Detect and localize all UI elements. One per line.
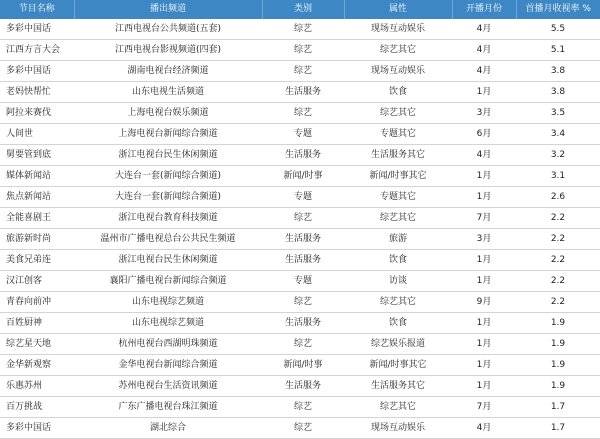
cell-category: 综艺 — [262, 292, 344, 313]
cell-premiere-rating: 5.5 — [516, 19, 600, 40]
cell-channel: 山东电视生活频道 — [74, 82, 262, 103]
cell-program-name: 百姓厨神 — [0, 313, 74, 334]
cell-category: 生活服务 — [262, 250, 344, 271]
table-row[interactable] — [0, 355, 600, 376]
cell-channel: 山东电视综艺频道 — [74, 292, 262, 313]
cell-launch-month: 1月 — [452, 250, 516, 271]
cell-category: 生活服务 — [262, 376, 344, 397]
cell-premiere-rating: 3.4 — [516, 124, 600, 145]
cell-category: 专题 — [262, 271, 344, 292]
cell-program-name: 美食兄弟连 — [0, 250, 74, 271]
cell-program-name: 多彩中国话 — [0, 61, 74, 82]
cell-channel: 襄阳广播电视台新闻综合频道 — [74, 271, 262, 292]
cell-launch-month: 3月 — [452, 229, 516, 250]
table-row[interactable] — [0, 208, 600, 229]
cell-category: 综艺 — [262, 61, 344, 82]
cell-premiere-rating: 1.9 — [516, 376, 600, 397]
cell-attribute: 新闻/时事其它 — [344, 355, 452, 376]
cell-channel: 浙江电视台教育科技频道 — [74, 208, 262, 229]
cell-channel: 湖北综合 — [74, 418, 262, 439]
cell-premiere-rating: 1.9 — [516, 355, 600, 376]
header-attribute[interactable]: 属性 — [344, 0, 452, 19]
table-body — [0, 19, 600, 439]
cell-category: 新闻/时事 — [262, 166, 344, 187]
cell-premiere-rating: 2.6 — [516, 187, 600, 208]
cell-program-name: 旅游新时尚 — [0, 229, 74, 250]
cell-attribute: 现场互动娱乐 — [344, 418, 452, 439]
cell-program-name: 百万挑战 — [0, 397, 74, 418]
cell-attribute: 综艺娱乐报道 — [344, 334, 452, 355]
cell-category: 综艺 — [262, 397, 344, 418]
cell-launch-month: 1月 — [452, 355, 516, 376]
cell-category: 专题 — [262, 124, 344, 145]
cell-launch-month: 4月 — [452, 418, 516, 439]
cell-premiere-rating: 1.7 — [516, 418, 600, 439]
table-row[interactable] — [0, 229, 600, 250]
table-row[interactable] — [0, 145, 600, 166]
cell-premiere-rating: 3.5 — [516, 103, 600, 124]
cell-premiere-rating: 5.1 — [516, 40, 600, 61]
cell-attribute: 生活服务其它 — [344, 145, 452, 166]
cell-program-name: 金华新观察 — [0, 355, 74, 376]
header-launch-month[interactable]: 开播月份 — [452, 0, 516, 19]
cell-category: 专题 — [262, 187, 344, 208]
cell-launch-month: 9月 — [452, 292, 516, 313]
cell-launch-month: 3月 — [452, 103, 516, 124]
table-row[interactable] — [0, 334, 600, 355]
table-row[interactable] — [0, 271, 600, 292]
table-row[interactable] — [0, 19, 600, 40]
cell-program-name: 汉江创客 — [0, 271, 74, 292]
cell-channel: 金华电视台新闻综合频道 — [74, 355, 262, 376]
cell-premiere-rating: 2.2 — [516, 292, 600, 313]
cell-attribute: 综艺其它 — [344, 397, 452, 418]
cell-category: 综艺 — [262, 19, 344, 40]
cell-program-name: 人间世 — [0, 124, 74, 145]
table-row[interactable] — [0, 376, 600, 397]
cell-category: 生活服务 — [262, 313, 344, 334]
cell-channel: 江西电视台公共频道(五套) — [74, 19, 262, 40]
cell-launch-month: 1月 — [452, 271, 516, 292]
header-channel[interactable]: 播出频道 — [74, 0, 262, 19]
cell-channel: 浙江电视台民生休闲频道 — [74, 250, 262, 271]
cell-launch-month: 7月 — [452, 397, 516, 418]
table-row[interactable] — [0, 61, 600, 82]
cell-launch-month: 1月 — [452, 82, 516, 103]
cell-category: 生活服务 — [262, 82, 344, 103]
cell-premiere-rating: 1.7 — [516, 397, 600, 418]
cell-attribute: 饮食 — [344, 82, 452, 103]
cell-channel: 上海电视台新闻综合频道 — [74, 124, 262, 145]
cell-program-name: 舅要管到底 — [0, 145, 74, 166]
cell-attribute: 专题其它 — [344, 124, 452, 145]
cell-launch-month: 4月 — [452, 145, 516, 166]
cell-channel: 上海电视台娱乐频道 — [74, 103, 262, 124]
cell-program-name: 全能喜剧王 — [0, 208, 74, 229]
table-row[interactable] — [0, 40, 600, 61]
cell-premiere-rating: 1.9 — [516, 313, 600, 334]
cell-attribute: 现场互动娱乐 — [344, 61, 452, 82]
cell-program-name: 媒体新闻站 — [0, 166, 74, 187]
cell-program-name: 老妈快帮忙 — [0, 82, 74, 103]
cell-channel: 浙江电视台民生休闲频道 — [74, 145, 262, 166]
table-row[interactable] — [0, 397, 600, 418]
table-row[interactable] — [0, 166, 600, 187]
cell-premiere-rating: 3.2 — [516, 145, 600, 166]
cell-program-name: 多彩中国话 — [0, 19, 74, 40]
cell-channel: 广东广播电视台珠江频道 — [74, 397, 262, 418]
cell-channel: 大连台一套(新闻综合频道) — [74, 187, 262, 208]
cell-attribute: 生活服务其它 — [344, 376, 452, 397]
header-category[interactable]: 类别 — [262, 0, 344, 19]
cell-premiere-rating: 3.1 — [516, 166, 600, 187]
cell-launch-month: 1月 — [452, 187, 516, 208]
cell-channel: 湖南电视台经济频道 — [74, 61, 262, 82]
cell-category: 综艺 — [262, 418, 344, 439]
cell-launch-month: 4月 — [452, 19, 516, 40]
cell-launch-month: 6月 — [452, 124, 516, 145]
cell-premiere-rating: 3.8 — [516, 61, 600, 82]
table-row[interactable] — [0, 313, 600, 334]
cell-launch-month: 7月 — [452, 208, 516, 229]
cell-program-name: 综艺星天地 — [0, 334, 74, 355]
cell-launch-month: 4月 — [452, 40, 516, 61]
cell-program-name: 焦点新闻站 — [0, 187, 74, 208]
table-row[interactable] — [0, 292, 600, 313]
table-row[interactable] — [0, 82, 600, 103]
cell-program-name: 阿拉来赛伐 — [0, 103, 74, 124]
cell-launch-month: 1月 — [452, 376, 516, 397]
cell-premiere-rating: 2.2 — [516, 208, 600, 229]
cell-category: 综艺 — [262, 103, 344, 124]
cell-attribute: 综艺其它 — [344, 40, 452, 61]
cell-category: 综艺 — [262, 208, 344, 229]
cell-attribute: 饮食 — [344, 313, 452, 334]
table-row[interactable] — [0, 187, 600, 208]
header-premiere-rating[interactable]: 首播月收视率 % — [516, 0, 600, 19]
cell-attribute: 现场互动娱乐 — [344, 19, 452, 40]
table-row[interactable] — [0, 250, 600, 271]
cell-channel: 苏州电视台生活资讯频道 — [74, 376, 262, 397]
cell-category: 综艺 — [262, 40, 344, 61]
cell-program-name: 乐惠苏州 — [0, 376, 74, 397]
cell-category: 综艺 — [262, 334, 344, 355]
cell-launch-month: 1月 — [452, 313, 516, 334]
cell-category: 生活服务 — [262, 229, 344, 250]
cell-launch-month: 4月 — [452, 61, 516, 82]
cell-program-name: 江西方言大会 — [0, 40, 74, 61]
cell-premiere-rating: 2.2 — [516, 271, 600, 292]
cell-channel: 大连台一套(新闻综合频道) — [74, 166, 262, 187]
cell-launch-month: 1月 — [452, 166, 516, 187]
cell-category: 生活服务 — [262, 145, 344, 166]
cell-attribute: 访谈 — [344, 271, 452, 292]
cell-premiere-rating: 2.2 — [516, 250, 600, 271]
table-header-row — [0, 0, 600, 19]
header-program-name[interactable]: 节目名称 — [0, 0, 74, 19]
cell-program-name: 青春向前冲 — [0, 292, 74, 313]
cell-attribute: 新闻/时事其它 — [344, 166, 452, 187]
cell-attribute: 综艺其它 — [344, 292, 452, 313]
table-row[interactable] — [0, 418, 600, 439]
cell-channel: 山东电视综艺频道 — [74, 313, 262, 334]
table-row[interactable] — [0, 103, 600, 124]
cell-attribute: 综艺其它 — [344, 103, 452, 124]
cell-channel: 温州市广播电视总台公共民生频道 — [74, 229, 262, 250]
cell-attribute: 专题其它 — [344, 187, 452, 208]
cell-premiere-rating: 3.8 — [516, 82, 600, 103]
cell-program-name: 多彩中国话 — [0, 418, 74, 439]
cell-launch-month: 1月 — [452, 334, 516, 355]
cell-attribute: 饮食 — [344, 250, 452, 271]
cell-category: 新闻/时事 — [262, 355, 344, 376]
table-row[interactable] — [0, 124, 600, 145]
cell-channel: 江西电视台影视频道(四套) — [74, 40, 262, 61]
cell-attribute: 综艺其它 — [344, 208, 452, 229]
cell-premiere-rating: 1.9 — [516, 334, 600, 355]
cell-premiere-rating: 2.2 — [516, 229, 600, 250]
cell-attribute: 旅游 — [344, 229, 452, 250]
cell-channel: 杭州电视台西湖明珠频道 — [74, 334, 262, 355]
